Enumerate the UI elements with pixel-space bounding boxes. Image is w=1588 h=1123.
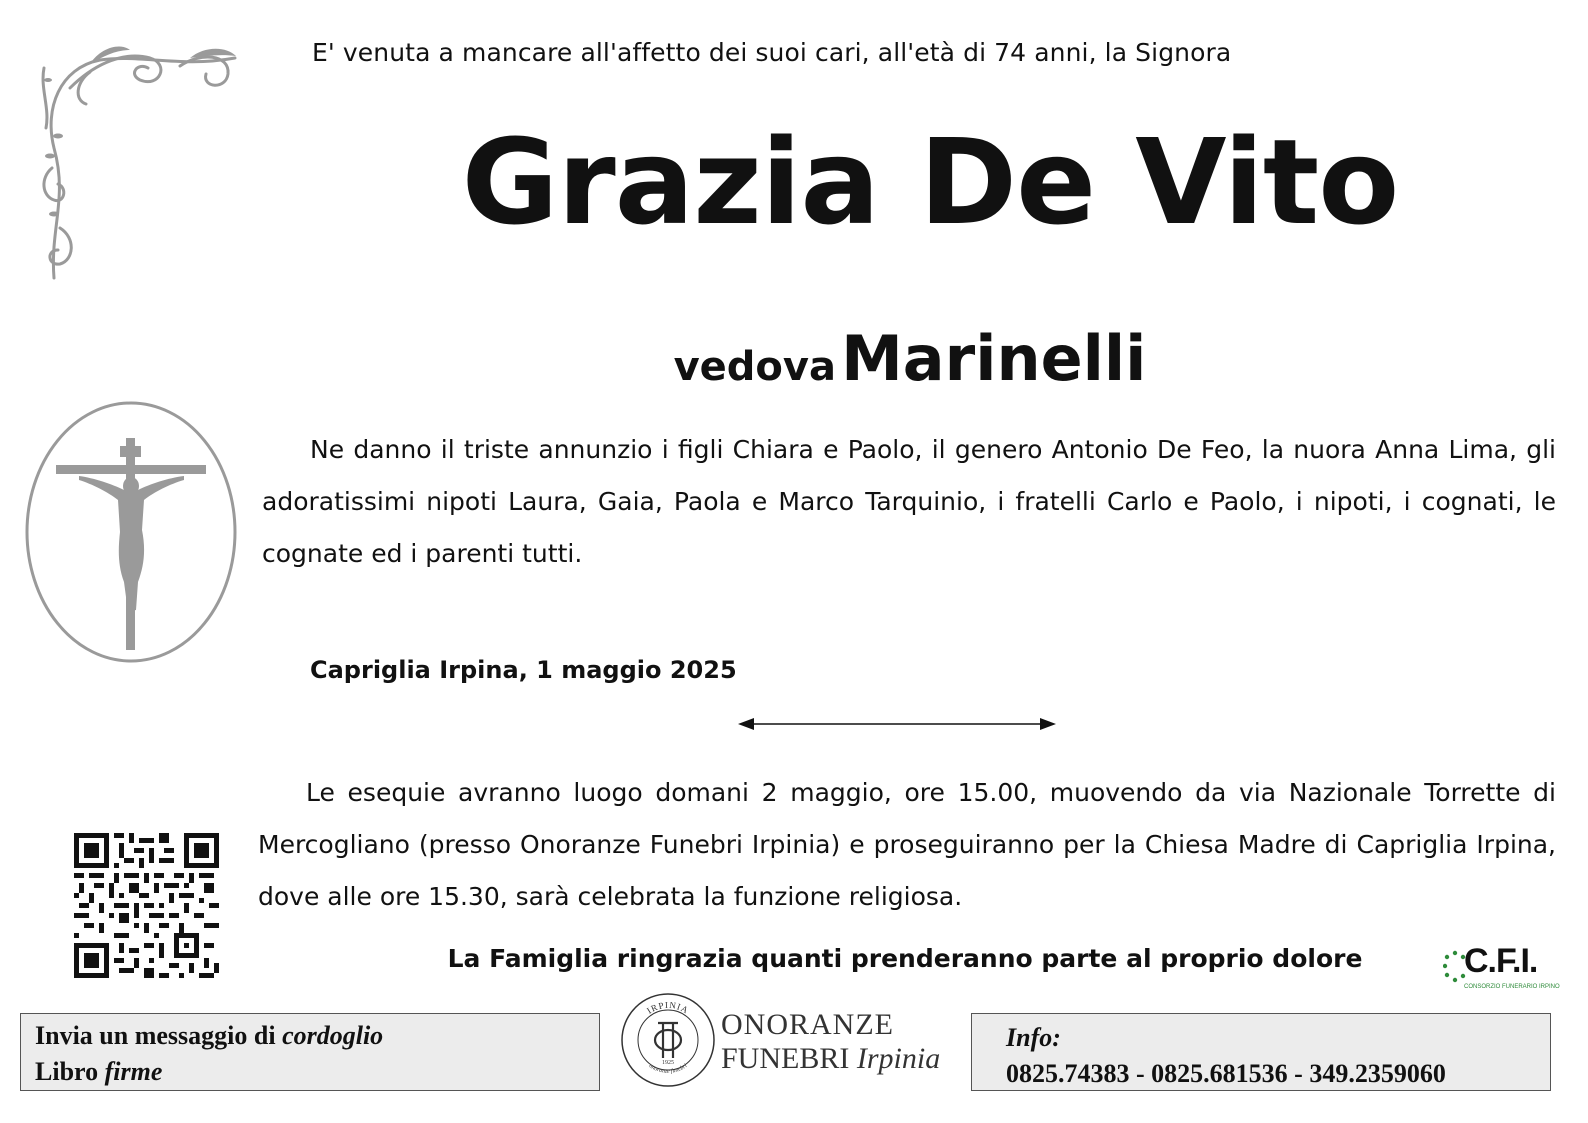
qr-code-icon[interactable]	[74, 833, 219, 978]
guestbook-label: Libro	[35, 1057, 105, 1086]
brand-line2-italic: Irpinia	[856, 1042, 941, 1075]
brand-line1: ONORANZE	[721, 1008, 894, 1041]
widow-prefix: vedova	[673, 344, 836, 390]
intro-text: E' venuta a mancare all'affetto dei suoi cari, all'età di 74 anni, la Signora	[312, 38, 1232, 67]
thanks-message: La Famiglia ringrazia quanti prenderanno parte al proprio dolore	[447, 944, 1363, 973]
crucifix-icon	[24, 400, 238, 664]
guestbook-label-italic: firme	[104, 1057, 163, 1086]
seal-year: 1925	[662, 1060, 674, 1066]
info-box	[971, 1013, 1551, 1091]
double-arrow-icon	[738, 715, 1056, 733]
condolence-box[interactable]	[20, 1013, 600, 1091]
condolence-label: Invia un messaggio di	[35, 1021, 283, 1050]
widow-line	[560, 322, 1260, 395]
place-date: Capriglia Irpina, 1 maggio 2025	[310, 656, 737, 684]
brand-line2	[721, 1042, 940, 1076]
widow-surname: Marinelli	[841, 322, 1147, 395]
funeral-home-brand	[721, 1008, 940, 1076]
condolence-link[interactable]	[21, 1018, 599, 1054]
cfi-logo-text: C.F.I.	[1464, 942, 1538, 980]
family-announcement: Ne danno il triste annunzio i figli Chiara e Paolo, il genero Antonio De Feo, la nuora Anna Lima, gli adoratissimi nipoti Laura, Gaia, Paola e Marco Tarquinio, i fratelli Carlo e Paolo, i nipoti, i cognati, le cognate ed i parenti tutti.	[262, 435, 1556, 568]
info-label: Info:	[1006, 1023, 1061, 1052]
seal-bottom-text: onoranze funebri	[647, 1063, 689, 1075]
condolence-label-italic: cordoglio	[282, 1021, 384, 1050]
cfi-logo-subtitle: CONSORZIO FUNERARIO IRPINO	[1464, 984, 1560, 990]
seal-logo-icon	[618, 990, 718, 1090]
phone-numbers[interactable]: 0825.74383 - 0825.681536 - 349.2359060	[1006, 1059, 1446, 1088]
flourish-icon	[30, 28, 245, 286]
funeral-details: Le esequie avranno luogo domani 2 maggio, ore 15.00, muovendo da via Nazionale Torrette di Mercogliano (presso Onoranze Funebri Irpinia) e proseguiranno per la Chiesa Madre di Capriglia Irpina, dove alle ore 15.30, sarà celebrata la funzione religiosa.	[258, 778, 1556, 911]
guestbook-link[interactable]	[21, 1054, 599, 1090]
deceased-name: Grazia De Vito	[461, 113, 1399, 251]
seal-top-text: IRPINIA	[644, 999, 691, 1016]
brand-line2-plain: FUNEBRI	[721, 1042, 857, 1075]
